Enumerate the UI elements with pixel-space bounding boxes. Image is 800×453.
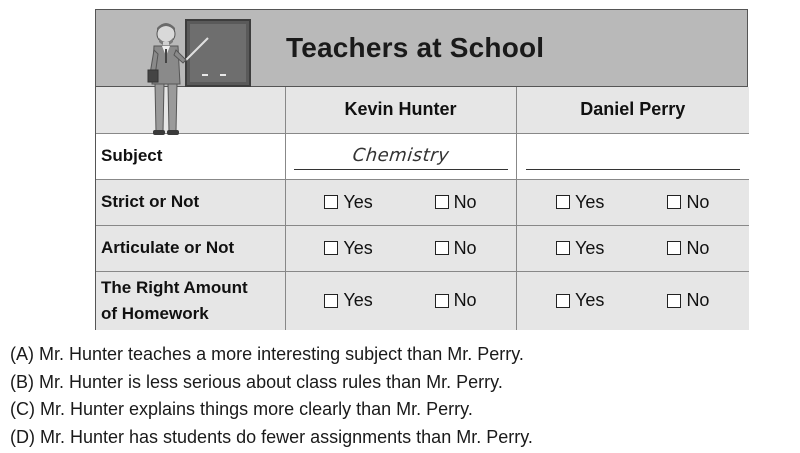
articulate-row: [96, 225, 749, 271]
subject-field-1: [285, 133, 516, 179]
yes-label: Yes: [575, 290, 605, 311]
empty-checkbox-icon: [324, 294, 338, 308]
teacher-name-1: Kevin Hunter: [285, 87, 516, 133]
no-label: No: [453, 237, 477, 258]
yes-checkbox[interactable]: [556, 192, 604, 213]
yes-label: Yes: [343, 237, 373, 258]
yes-checkbox[interactable]: [556, 290, 604, 311]
no-checkbox[interactable]: [667, 238, 709, 259]
yes-checkbox[interactable]: [324, 290, 372, 311]
empty-checkbox-icon: [435, 241, 449, 255]
no-checkbox[interactable]: [667, 290, 709, 311]
empty-checkbox-icon: [435, 195, 449, 209]
yes-label: Yes: [575, 237, 605, 258]
subject-row: [96, 133, 749, 179]
row-label-homework-line1: The Right Amount: [101, 277, 248, 297]
yes-checkbox[interactable]: [324, 238, 372, 259]
yes-checkbox[interactable]: [556, 238, 604, 259]
yes-label: Yes: [575, 191, 605, 212]
subject-handwritten-value: Chemistry: [351, 145, 450, 166]
articulate-choice-1: [285, 225, 516, 271]
homework-choice-2: [516, 271, 749, 330]
teachers-worksheet: [95, 9, 748, 330]
no-checkbox[interactable]: [435, 238, 477, 259]
strict-choice-1: [285, 179, 516, 225]
no-label: No: [686, 237, 710, 258]
empty-checkbox-icon: [556, 294, 570, 308]
no-label: No: [453, 290, 477, 311]
empty-checkbox-icon: [556, 241, 570, 255]
row-label-articulate: Articulate or Not: [96, 225, 285, 271]
subject-blank-1: [294, 143, 508, 170]
no-checkbox[interactable]: [667, 192, 709, 213]
answer-options: [10, 341, 533, 451]
no-label: No: [686, 191, 710, 212]
strict-row: [96, 179, 749, 225]
no-checkbox[interactable]: [435, 290, 477, 311]
strict-choice-2: [516, 179, 749, 225]
teacher-name-2: Daniel Perry: [516, 87, 749, 133]
option-a[interactable]: (A) Mr. Hunter teaches a more interesting subject than Mr. Perry.: [10, 344, 524, 364]
worksheet-title: Teachers at School: [286, 32, 545, 63]
subject-field-2: [516, 133, 749, 179]
row-label-homework: [96, 271, 285, 330]
no-checkbox[interactable]: [435, 192, 477, 213]
yes-checkbox[interactable]: [324, 192, 372, 213]
empty-checkbox-icon: [667, 195, 681, 209]
option-b[interactable]: (B) Mr. Hunter is less serious about class rules than Mr. Perry.: [10, 371, 503, 392]
row-label-subject: Subject: [96, 133, 285, 179]
no-label: No: [686, 290, 710, 311]
articulate-choice-2: [516, 225, 749, 271]
teacher-at-chalkboard-icon: [136, 16, 266, 136]
option-c[interactable]: (C) Mr. Hunter explains things more clearly than Mr. Perry.: [10, 399, 473, 419]
row-label-strict: Strict or Not: [96, 179, 285, 225]
no-label: No: [453, 191, 477, 212]
empty-checkbox-icon: [435, 294, 449, 308]
yes-label: Yes: [343, 290, 373, 311]
option-d[interactable]: (D) Mr. Hunter has students do fewer assignments than Mr. Perry.: [10, 426, 533, 447]
row-label-homework-line2: of Homework: [101, 303, 209, 323]
subject-blank-2: [526, 143, 740, 170]
empty-checkbox-icon: [324, 195, 338, 209]
empty-checkbox-icon: [667, 241, 681, 255]
empty-checkbox-icon: [324, 241, 338, 255]
homework-row: [96, 271, 749, 330]
homework-choice-1: [285, 271, 516, 330]
empty-checkbox-icon: [667, 294, 681, 308]
empty-checkbox-icon: [556, 195, 570, 209]
yes-label: Yes: [343, 191, 373, 212]
